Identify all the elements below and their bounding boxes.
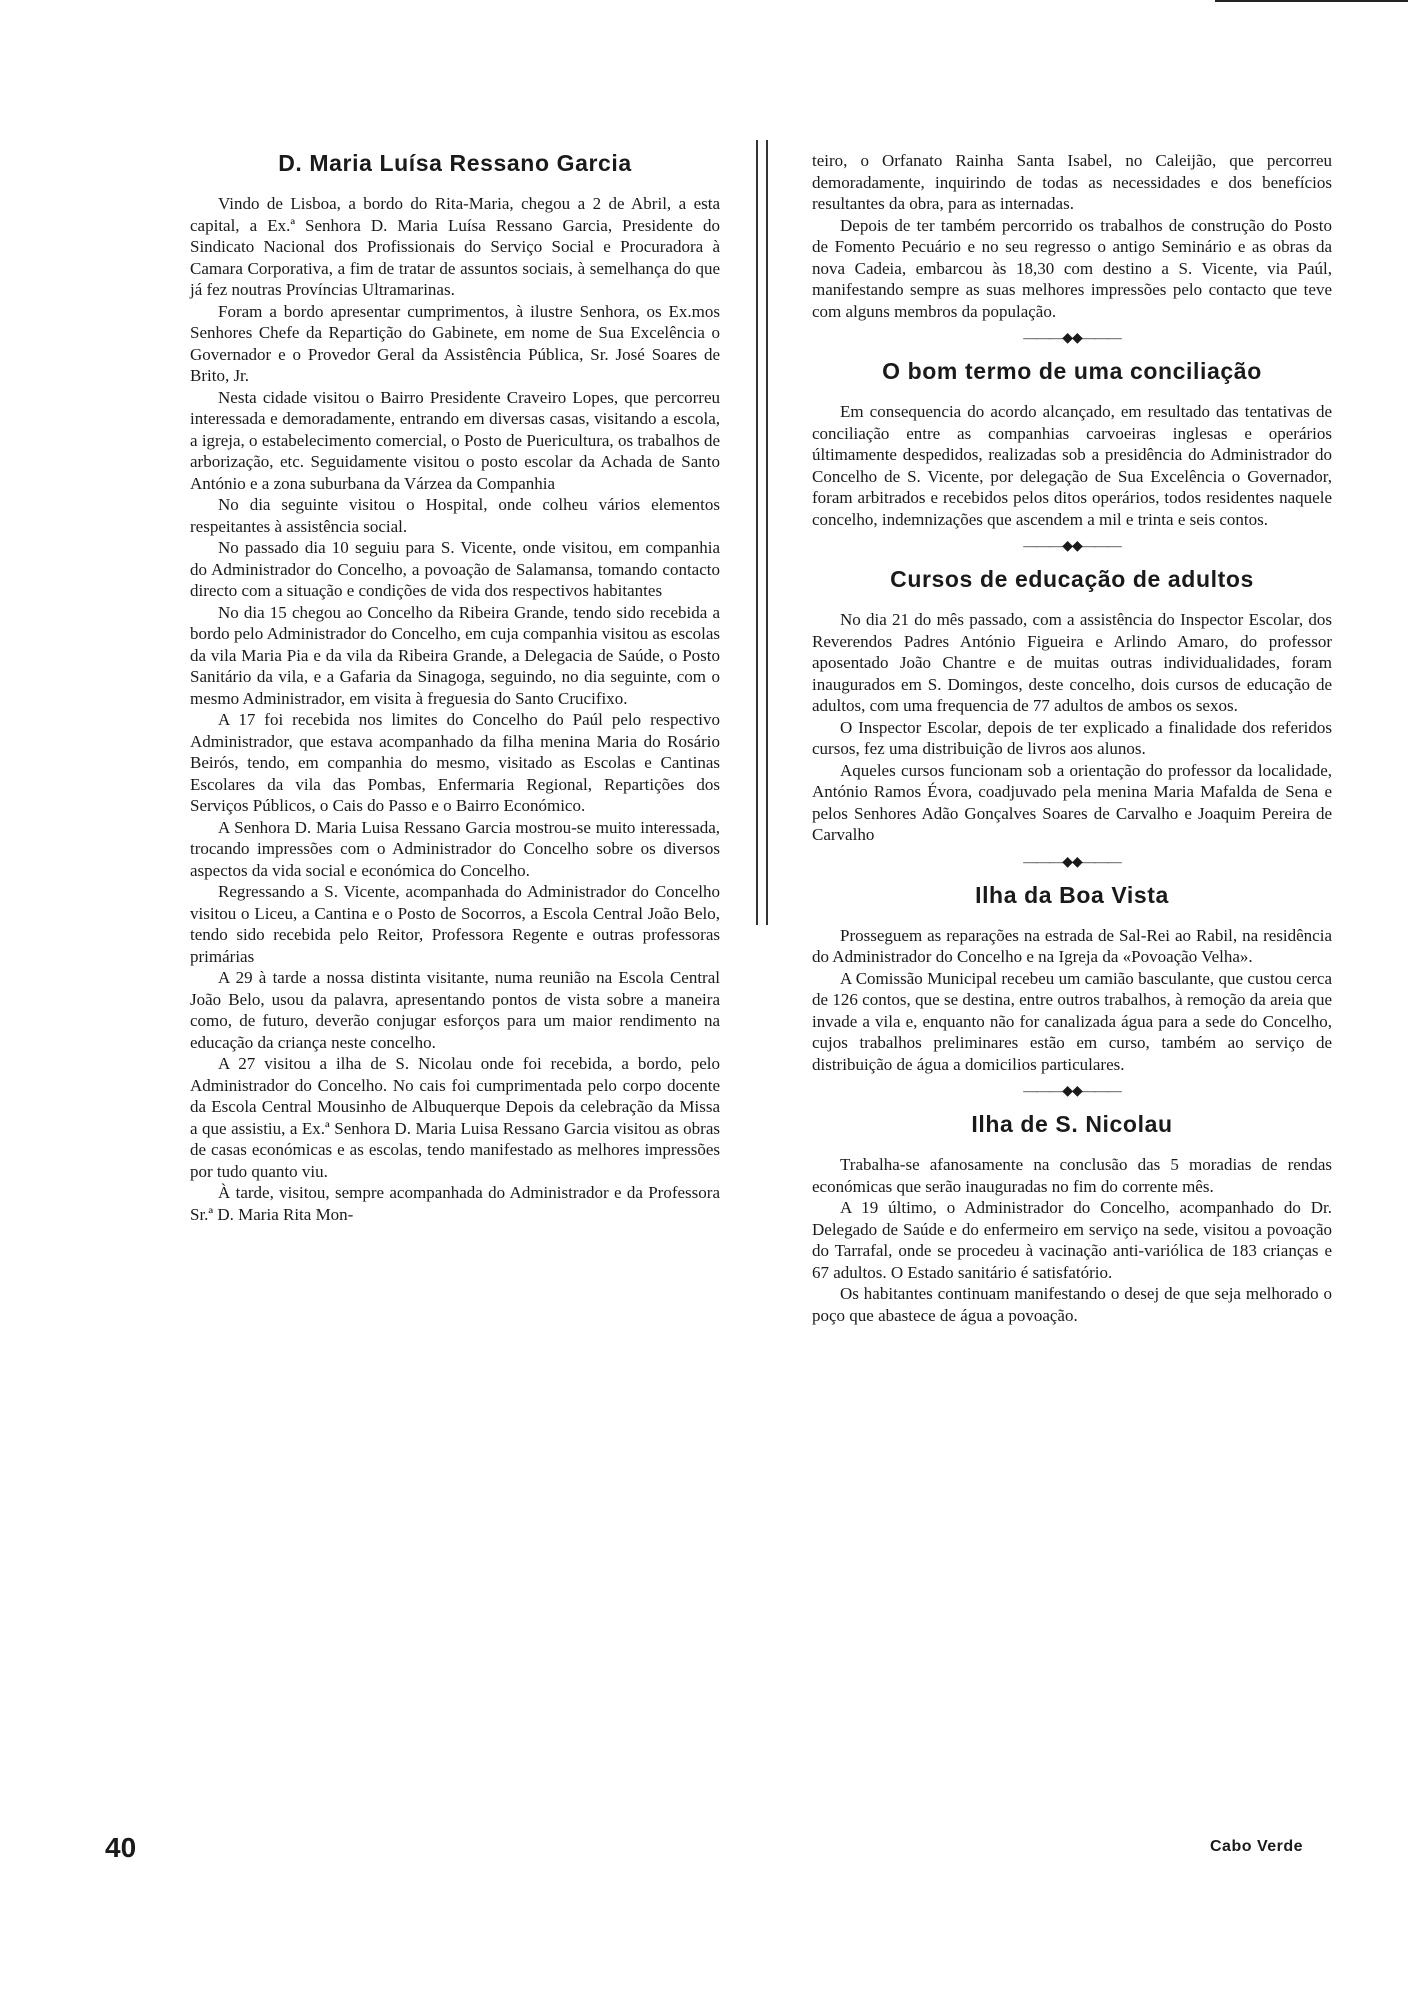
section-heading: Ilha da Boa Vista <box>975 881 1169 908</box>
column-divider <box>756 140 768 925</box>
top-rule <box>1215 0 1408 2</box>
section-ornament: ———◆◆——— <box>1023 854 1121 870</box>
section-paragraph: Trabalha-se afanosamente na conclusão das 5 moradias de rendas económicas que serão inauguradas no fim do corrente mês. <box>812 1155 1332 1196</box>
section-paragraph: No dia 21 do mês passado, com a assistência do Inspector Escolar, dos Reverendos Padres António Figueira e Arlindo Amaro, do professor aposentado João Chantre e de muitas outras individualidades, foram inaugurados em S. Domingos, deste concelho, dois cursos de educação de adultos, com uma frequencia de 77 adultos de ambos os sexos. <box>812 610 1332 715</box>
article-paragraph: Regressando a S. Vicente, acompanhada do Administrador do Concelho visitou o Liceu, a Cantina e o Posto de Socorros, a Escola Central João Belo, tendo sido recebida pelo Reitor, Professora Regente e outras professoras primárias <box>190 882 720 966</box>
section-heading: O bom termo de uma conciliação <box>882 358 1262 384</box>
article-paragraph: No dia 15 chegou ao Concelho da Ribeira Grande, tendo sido recebida a bordo pelo Administrador do Concelho, em cuja companhia visitou as escolas da vila Maria Pia e da vila da Ribeira Grande, a Delegacia de Saúde, o Posto Sanitário da vila, e a Gafaria da Sinagoga, seguindo, no dia seguinte, com o mesmo Administrador, em visita à freguesia do Santo Crucifixo. <box>190 602 720 708</box>
section-ornament: ———◆◆——— <box>1023 539 1121 554</box>
article-paragraph: Depois de ter também percorrido os trabalhos de construção do Posto de Fomento Pecuário e no seu regresso o antigo Seminário e as obras da nova Cadeia, embarcou às 18,30 com destino a S. Vicente, via Paúl, manifestando sempre as suas melhores impressões pelo contacto que teve com alguns membros da população. <box>812 215 1332 321</box>
running-title: Cabo Verde <box>1210 1838 1304 1855</box>
article-paragraph: Nesta cidade visitou o Bairro Presidente Craveiro Lopes, que percorreu interessada e demoradamente, entrando em diversas casas, visitando a escola, a igreja, o estabelecimento comercial, o Posto de Puericultura, os trabalhos de arborização, etc. Seguidamente visitou o posto escolar da Achada de Santo António e a zona suburbana da Várzea da Companhia <box>190 387 720 493</box>
article-paragraph: A 17 foi recebida nos limites do Concelho do Paúl pelo respectivo Administrador, que estava acompanhado da filha menina Maria do Rosário Beirós, tendo, em companhia do mesmo, visitado as Escolas e Cantinas Escolares da vila das Pombas, Enfermaria Regional, Repartições dos Serviços Públicos, o Cais do Passo e o Bairro Económico. <box>190 710 720 815</box>
article-paragraph: No passado dia 10 seguiu para S. Vicente, onde visitou, em companhia do Administrador do Concelho, a povoação de Salamansa, tomando contacto directo com a situação e condições de vida dos respectivos habitantes <box>190 538 720 600</box>
right-column <box>812 150 1332 1326</box>
article-heading: D. Maria Luísa Ressano Garcia <box>278 150 632 176</box>
section-heading: Cursos de educação de adultos <box>890 566 1254 592</box>
article-paragraph: A 29 à tarde a nossa distinta visitante, numa reunião na Escola Central João Belo, usou da palavra, apresentando pontos de vista sobre a maneira como, de futuro, deverão conjugar esforços para um maior rendimento na educação da criança neste concelho. <box>190 968 720 1052</box>
article-paragraph: A 27 visitou a ilha de S. Nicolau onde foi recebida, a bordo, pelo Administrador do Concelho. No cais foi cumprimentada pelo corpo docente da Escola Central Mousinho de Albuquerque Depois da celebração da Missa a que assistiu, a Ex.ª Senhora D. Maria Luisa Ressano Garcia visitou as obras de casas económicas e as escolas, tendo manifestado as melhores impressões por tudo quanto viu. <box>190 1054 720 1181</box>
article-paragraph: Vindo de Lisboa, a bordo do Rita-Maria, chegou a 2 de Abril, a esta capital, a Ex.ª Senhora D. Maria Luísa Ressano Garcia, Presidente do Sindicato Nacional dos Profissionais do Serviço Social e Procuradora à Camara Corporativa, a fim de tratar de assuntos sociais, à semelhança do que já fez noutras Províncias Ultramarinas. <box>190 194 720 299</box>
left-column <box>190 150 720 1225</box>
section-paragraph: O Inspector Escolar, depois de ter explicado a finalidade dos referidos cursos, fez uma distribuição de livros aos alunos. <box>812 717 1332 758</box>
article-paragraph: No dia seguinte visitou o Hospital, onde colheu vários elementos respeitantes à assistência social. <box>190 495 720 536</box>
article-paragraph: A Senhora D. Maria Luisa Ressano Garcia mostrou-se muito interessada, trocando impressões com o Administrador do Concelho sobre os diversos aspectos da vida social e económica do Concelho. <box>190 817 720 880</box>
section-paragraph: A Comissão Municipal recebeu um camião basculante, que custou cerca de 126 contos, que se destina, entre outros trabalhos, à remoção da areia que invade a vila e, enquanto não for canalizada água para a sede do Concelho, cujos trabalhos preliminares estão em curso, também ao serviço de distribuição de água a domicilios particulares. <box>812 968 1332 1074</box>
section-paragraph: Os habitantes continuam manifestando o desej de que seja melhorado o poço que abastece de água a povoação. <box>812 1284 1332 1325</box>
section-heading: Ilha de S. Nicolau <box>971 1111 1173 1137</box>
section-ornament: ———◆◆——— <box>1023 1084 1121 1099</box>
page-number: 40 <box>105 1832 137 1863</box>
article-paragraph: Foram a bordo apresentar cumprimentos, à ilustre Senhora, os Ex.mos Senhores Chefe da Repartição do Gabinete, em nome de Sua Excelência o Governador e o Provedor Geral da Assistência Pública, Sr. José Soares de Brito, Jr. <box>190 301 720 385</box>
section-paragraph: Em consequencia do acordo alcançado, em resultado das tentativas de conciliação entre as companhias carvoeiras inglesas e operários últimamente despedidos, realizadas sob a presidência do Administrador do Concelho de S. Vicente, por delegação de Sua Excelência o Governador, foram arbitrados e recebidos pelos ditos operários, todos residentes naquele concelho, indemnizações que ascendem a mil e trinta e seis contos. <box>812 402 1332 529</box>
section-ornament: ———◆◆——— <box>1023 331 1121 346</box>
article-paragraph: teiro, o Orfanato Rainha Santa Isabel, no Caleijão, que percorreu demoradamente, inquirindo de todas as necessidades e dos benefícios resultantes da obra, para as internadas. <box>812 151 1332 213</box>
section-paragraph: A 19 último, o Administrador do Concelho, acompanhado do Dr. Delegado de Saúde e do enfermeiro em serviço na sede, visitou a povoação do Tarrafal, onde se procedeu à vacinação anti-variólica de 183 crianças e 67 adultos. O Estado sanitário é satisfatório. <box>812 1198 1332 1282</box>
section-paragraph: Prosseguem as reparações na estrada de Sal-Rei ao Rabil, na residência do Administrador do Concelho e na Igreja da «Povoação Velha». <box>812 925 1332 966</box>
section-paragraph: Aqueles cursos funcionam sob a orientação do professor da localidade, António Ramos Évora, coadjuvado pela menina Maria Mafalda de Sena e pelos Senhores Adão Gonçalves Soares de Carvalho e Joaquim Pereira de Carvalho <box>812 760 1332 844</box>
article-paragraph: À tarde, visitou, sempre acompanhada do Administrador e da Professora Sr.ª D. Maria Rita Mon- <box>190 1183 720 1224</box>
